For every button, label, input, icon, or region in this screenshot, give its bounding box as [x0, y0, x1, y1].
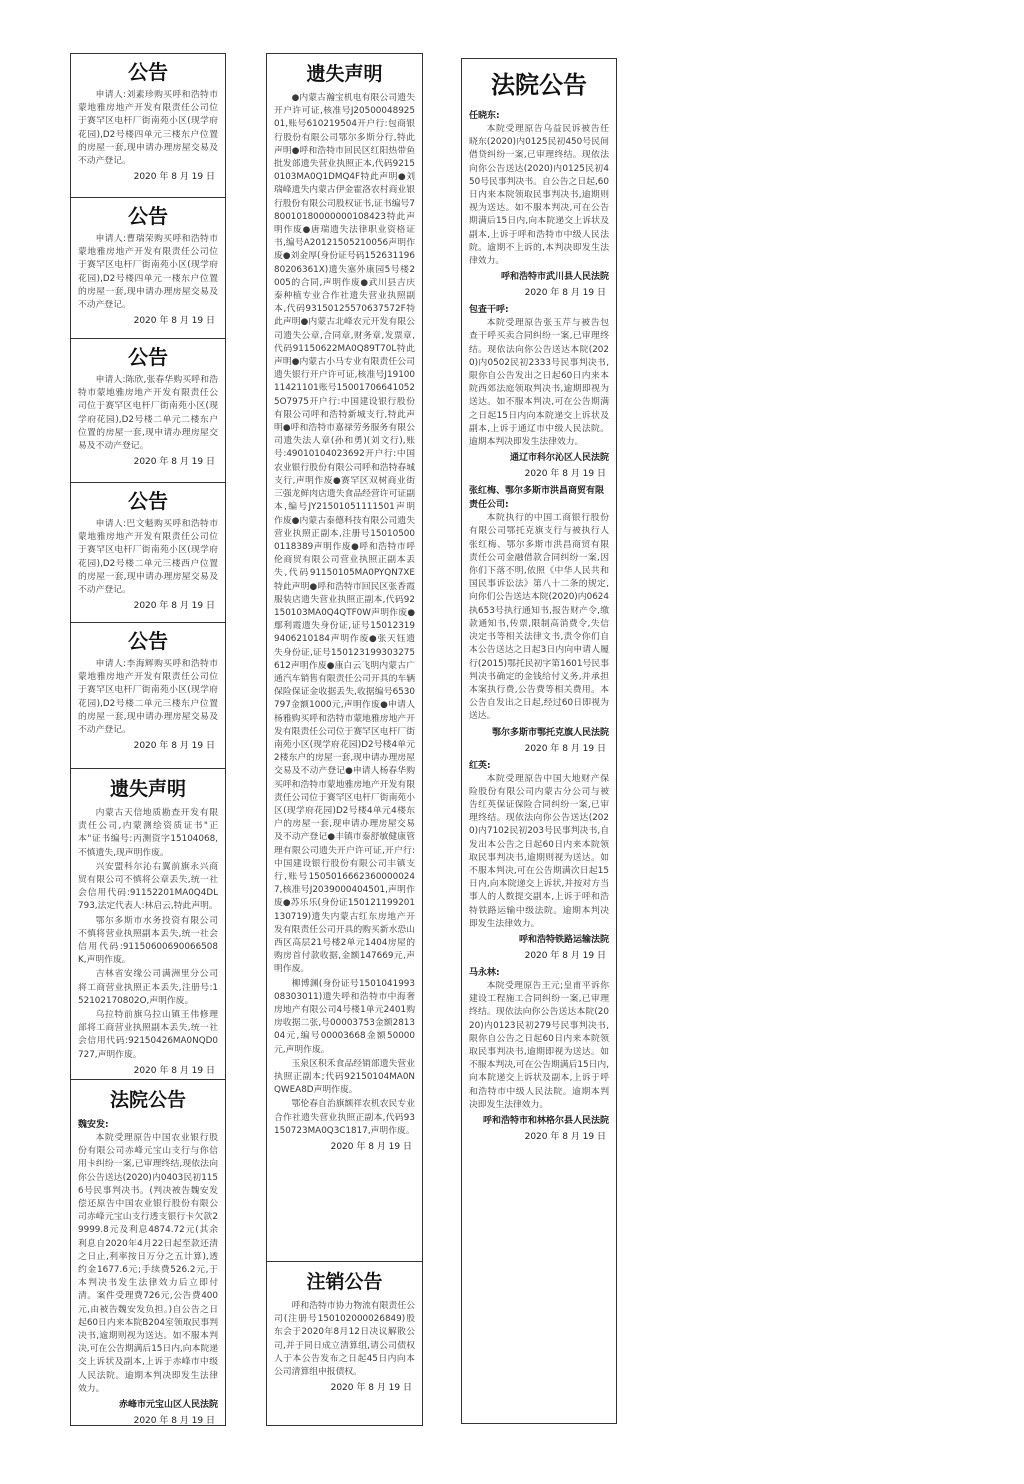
cancel-body: 呼和浩特市协力物流有限责任公司(注册号150102000026849)股东会于2020年8月12日决议解散公司,并于同日成立清算组,请公司债权人于本公告发布之日起45日内向本公司清算组申报债权。 — [274, 1301, 415, 1378]
notice-body: 申请人:曹瑞荣购买呼和浩特市蒙地雅房地产开发有限责任公司位于赛罕区电杆厂街南苑小区(现学府花园),D2号楼四单元一楼东户位置的房屋一套,现申请办理房屋交易及不动产登记。 — [78, 234, 218, 311]
cancel-title: 注销公告 — [306, 1271, 383, 1293]
court-body: 本院受理原告乌益民诉被告任晓东(2020)内0125民初450号民间借贷纠纷一案,已审理终结。现依法向你公告送达(2020)内0125民初450号民事判决书。自公告之日起,60日内来本院领取民事判决书,逾期则视为送达。如不服本判决,可在公告期满后15日内,向本院递交上诉状及副本,上诉于呼和浩特市中级人民法院。逾期不上诉的,本判决即发生法律效力。 — [469, 124, 609, 267]
notice-date: 2020 年 8 月 19 日 — [133, 457, 215, 468]
court-date: 2020 年 8 月 19 日 — [133, 1416, 215, 1425]
loss-body: ●内蒙古瀚宝机电有限公司遗失开户许可证,核准号J2050004892501,账号610219504开户行:包商银行股份有限公司鄂尔多斯分行,特此声明●呼和浩特市回民区红阳热带鱼批发部遗失营业执照正本,代码92150103MA0Q1DMQ4F特此声明●刘瑞峰遗失内蒙古伊金霍洛农村商业银行股份有限公司股权证书,证书编号780010180000000108423特此声明作废●唐瑞遗失法律职业资格证书,编号A20121505210056声明作废●刘金厚(身份证号码15263119680206361X)遗失塞外康园5号楼2005的合同,声明作废●武川县吉庆泰种植专业合作社遗失营业执照副本,代码93150125570637572F特此声明●内蒙古北峰农元开发有限公司遗失公章,合同章,财务章,发票章,代码91150622MA0Q89T70L特此声明●内蒙古小马专业有限责任公司遗失银行开户许可证,核准号J1910011421101账号150017066410525O7975开户行:中国建设银行股份有限公司呼和浩特新城支行,特此声明●呼和浩特市嘉禄劳务服务有限公司遗失法人章(孙和勇)(刘文行),账号:49010104023692开户行:中国农业银行股份有限公司呼和浩特春城支行,声明作废●赛罕区双树商业街三强龙鲜肉店遗失食品经营许可证副本,编号JY21501051111501声明作废●内蒙古泰德科技有限公司遗失营业执照正副本,注册号150105000118389声明作废●呼和浩特市呼伦商贸有限公司营业执照正副本丢失,代码91150105MA0PYQN7XE特此声明●呼和浩特市回民区张香霞服装店遗失营业执照正副本,代码92150103MA0Q4QTF0W声明作废●鄢利霞遗失身份证,证号150123199406210184声明作废●张天钰遗失身份证,证号150123199303275612声明作废●康白云飞明内蒙古广通汽车销售有限责任公司开具的车辆保险保证金收据丢失,收据编号6530797金额1000元,声明作废●申请人杨雅购买呼和浩特市蒙地雅房地产开发有限责任公司位于赛罕区电杆厂街南苑小区(现学府花园)D2号楼4单元2楼东户的房屋一套,现申请办理房屋交易及不动产登记●申请人杨春华购买呼和浩特市蒙地雅房地产开发有限责任公司位于赛罕区电杆厂街南苑小区(现学府花园)D2号楼4单元4楼东户的房屋一套,现申请办理房屋交易及不动产登记●丰镇市泰舒敏健康管理有限公司遗失开户许可证,开户行:中国建设银行股份有限公司丰镇支行,账号15050166623600000247,核准号J2039000404501,声明作废●苏乐乐(身份证150121199201130719)遗失内蒙古红东房地产开发有限责任公司开具的购买新水恐山西区高层21号楼2单元1404房屋的购房首付款收据,金额147669元,声明作废。 — [274, 93, 415, 975]
court-date: 2020 年 8 月 19 日 — [524, 743, 606, 754]
notice-date: 2020 年 8 月 19 日 — [133, 172, 215, 183]
notice-title: 公告 — [128, 629, 168, 653]
loss-date: 2020 年 8 月 19 日 — [330, 1142, 412, 1153]
loss-paragraph: 鄂尔多斯市水务投资有限公司不慎将营业执照副本丢失,统一社会信用代码:91150600690066508K,声明作废。 — [78, 915, 218, 966]
court-body: 本院受理原告中国农业银行股份有限公司赤峰元宝山支行与你信用卡纠纷一案,已审理终结,现依法向你公告送达(2020)内0403民初1156号民事判决书。(判决被告魏安发偿还原告中国农业银行股份有限公司赤峰元宝山支行透支银行卡欠款29999.8元及利息4874.72元(其余利息自2020年4月22日起至款还清之日止,利率按日万分之五计算),透约金1677.6元;手续费526.2元,于本判决书发生法律效力后立即付清。案件受理费726元,公告费400元,由被告魏安发负担。)自公告之日起60日内来本院B204室领取民事判决书,逾期则视为送达。如不服本判决,可在公告期满后15日内,向本院递交上诉状及副本,上诉于赤峰市中级人民法院。逾期本判决即发生法律效力。 — [78, 1133, 218, 1394]
loss-paragraph: 玉泉区积禾食品经销部遗失营业执照正副本;代码92150104MA0NQWEA8D声明作废。 — [274, 1058, 415, 1096]
notice-title: 公告 — [128, 345, 168, 369]
notice-date: 2020 年 8 月 19 日 — [133, 601, 215, 612]
loss-declaration-2 — [267, 54, 422, 1262]
loss-declaration-1 — [71, 769, 225, 1080]
notice-body: 申请人:巴文魁购买呼和浩特市蒙地雅房地产开发有限责任公司位于赛罕区电杆厂街南苑小区(现学府花园),D2号楼二单元三楼西户位置的房屋一套,现申请办理房屋交易及不动产登记。 — [78, 519, 218, 596]
notice-3 — [71, 339, 225, 483]
court-name: 呼和浩特市和林格尔县人民法院 — [482, 1115, 609, 1126]
notice-body: 申请人:刘素珍购买呼和浩特市蒙地雅房地产开发有限责任公司位于赛罕区电杆厂街南苑小区(现学府花园),D2号楼四单元三楼东户位置的房屋一套,现申请办理房屋交易及不动产登记。 — [78, 90, 218, 167]
court-body: 本院受理原告王元;皇甫平诉你建设工程施工合同纠纷一案,已审理终结。现依法向你公告送达本院(2020)内0123民初279号民事判决书,限你自公告之日起60日内来本院领取民事判决书,逾期即视为送达。如不服本判决,可在公告期满后15日内,向本院递交上诉状及副本,上诉于呼和浩特市中级人民法院。逾期本判决即发生法律效力。 — [469, 980, 609, 1110]
court-body: 本院受理原告张玉芹与被告包查干呼买卖合同纠纷一案,已审理终结。现依法向你公告送达本院(2020)内0502民初2333号民事判决书,限你自公告发出之日起60日内来本院西郊法庭领取判决书,逾期即视为送达。如不服本判决,可在公告期满之日起15日内向本院递交上诉状及副本,上诉于通辽市中级人民法院。逾期本判决即发生法律效力。 — [469, 318, 609, 448]
court-title: 法院公告 — [109, 1089, 186, 1111]
court-recipient: 魏安发: — [78, 1120, 109, 1130]
notice-title: 公告 — [128, 60, 168, 84]
notice-4 — [71, 483, 225, 623]
notice-title: 公告 — [128, 204, 168, 228]
notice-date: 2020 年 8 月 19 日 — [133, 741, 215, 752]
notice-5 — [71, 623, 225, 769]
court-item — [469, 759, 609, 963]
loss-paragraph: 兴安盟科尔沁右翼前旗永兴商贸有限公司不慎将公章丢失,统一社会信用代码:91152201MA0Q4DL793,法定代表人:林启云,特此声明。 — [78, 861, 218, 912]
court-recipient: 任晓东: — [469, 111, 500, 121]
court-item — [469, 484, 609, 755]
court-date: 2020 年 8 月 19 日 — [524, 950, 606, 961]
court-name: 赤峰市元宝山区人民法院 — [118, 1400, 218, 1411]
notice-2 — [71, 198, 225, 339]
court-item — [469, 109, 609, 300]
notice-body: 申请人:陈欣,张春华购买呼和浩特市蒙地雅房地产开发有限责任公司位于赛罕区电杆厂街南苑小区(现学府花园),D2号楼二单元二楼东户位置的房屋一套,现申请办理房屋交易及不动产登记。 — [78, 375, 218, 452]
loss-date: 2020 年 8 月 19 日 — [133, 1065, 215, 1076]
notice-date: 2020 年 8 月 19 日 — [133, 316, 215, 327]
court-body: 本院执行的中国工商银行股份有限公司鄂托克旗支行与被执行人张红梅、鄂尔多斯市洪昌商贸有限责任公司金融借款合同纠纷一案,因你们下落不明,依照《中华人民共和国民事诉讼法》第八十二条的规定,向你们公告送达本院(2020)内0624执653号执行通知书,报告财产令,缴款通知书,传票,限制高消费令,失信决定书等相关法律文书,责令你们自本公告送达之日起3日内向申请人履行(2015)鄂托民初字第1601号民事判决书确定的金钱给付义务,并承担本案执行费,公告费等相关费用。本公告自发出之日起,经过60日即视为送达。 — [469, 513, 609, 722]
court-recipient: 张红梅、鄂尔多斯市洪昌商贸有限责任公司: — [469, 486, 605, 511]
left-column — [70, 53, 226, 1426]
loss-paragraph: 乌拉特前旗乌拉山镇王伟修理部将工商营业执照副本丢失,统一社会信用代码:92150426MA0NQD0727,声明作废。 — [78, 1010, 218, 1060]
court-date: 2020 年 8 月 19 日 — [524, 1131, 606, 1142]
court-name: 呼和浩特市武川县人民法院 — [500, 272, 609, 283]
court-recipient: 马永林: — [469, 967, 500, 978]
middle-column — [266, 53, 423, 1426]
court-title: 法院公告 — [491, 71, 587, 99]
loss-title: 遗失声明 — [109, 778, 186, 800]
court-name: 呼和浩特铁路运输法院 — [518, 934, 609, 945]
notice-title: 公告 — [128, 489, 168, 513]
right-column — [461, 58, 617, 1424]
cancellation-notice — [267, 1262, 422, 1425]
court-notices — [462, 59, 616, 1423]
court-notice-1 — [71, 1080, 225, 1425]
court-date: 2020 年 8 月 19 日 — [524, 469, 606, 480]
loss-paragraph: 内蒙古天信地质勘查开发有限责任公司,内蒙测绘资质证书"正本"证书编号:丙测资字15104068,不慎遗失,现声明作废。 — [78, 808, 218, 858]
loss-title: 遗失声明 — [306, 63, 383, 85]
notice-1 — [71, 54, 225, 198]
court-body: 本院受理原告中国大地财产保险股份有限公司内蒙古分公司与被告红英保证保险合同纠纷一案,已审理终结。现依法向你公告送达(2020)内7102民初203号民事判决书,自发出本公告之日起60日内来本院领取民事判决书,逾期则视为送达。如不服本判决,可在公告期满次日起15日内,向本院递交上诉状,并按对方当事人的人数提交副本,上诉于呼和浩特铁路运输中级法院。逾期本判决即发生法律效力。 — [469, 773, 609, 929]
court-name: 鄂尔多斯市鄂托克旗人民法院 — [491, 727, 609, 738]
court-recipient: 红英: — [469, 760, 491, 771]
notice-body: 申请人:李海辉购买呼和浩特市蒙地雅房地产开发有限责任公司位于赛罕区电杆厂街南苑小区(现学府花园),D2号楼二单元三楼东户位置的房屋一套,现申请办理房屋交易及不动产登记。 — [78, 659, 218, 736]
loss-paragraph: 吉林省安缘公司满洲里分公司将工商营业执照正本丢失,注册号:152102170802O,声明作废。 — [78, 969, 218, 1006]
loss-paragraph: 柳博渊(身份证号150104199308303011)遗失呼和浩特市中海奢房地产有限公司4号楼1单元2401购房收据二张,号00003753金额281304元,编号00003668金额50000元,声明作废。 — [274, 978, 415, 1055]
court-date: 2020 年 8 月 19 日 — [524, 288, 606, 299]
court-recipient: 包查干呼: — [469, 305, 509, 316]
court-item — [469, 966, 609, 1144]
court-name: 通辽市科尔沁区人民法院 — [509, 453, 609, 464]
court-item — [469, 303, 609, 481]
cancel-date: 2020 年 8 月 19 日 — [330, 1383, 412, 1394]
loss-paragraph: 鄂伦春自治旗额祥农机农民专业合作社遗失营业执照正副本,代码93150723MA0Q3C1817,声明作废。 — [274, 1099, 415, 1136]
